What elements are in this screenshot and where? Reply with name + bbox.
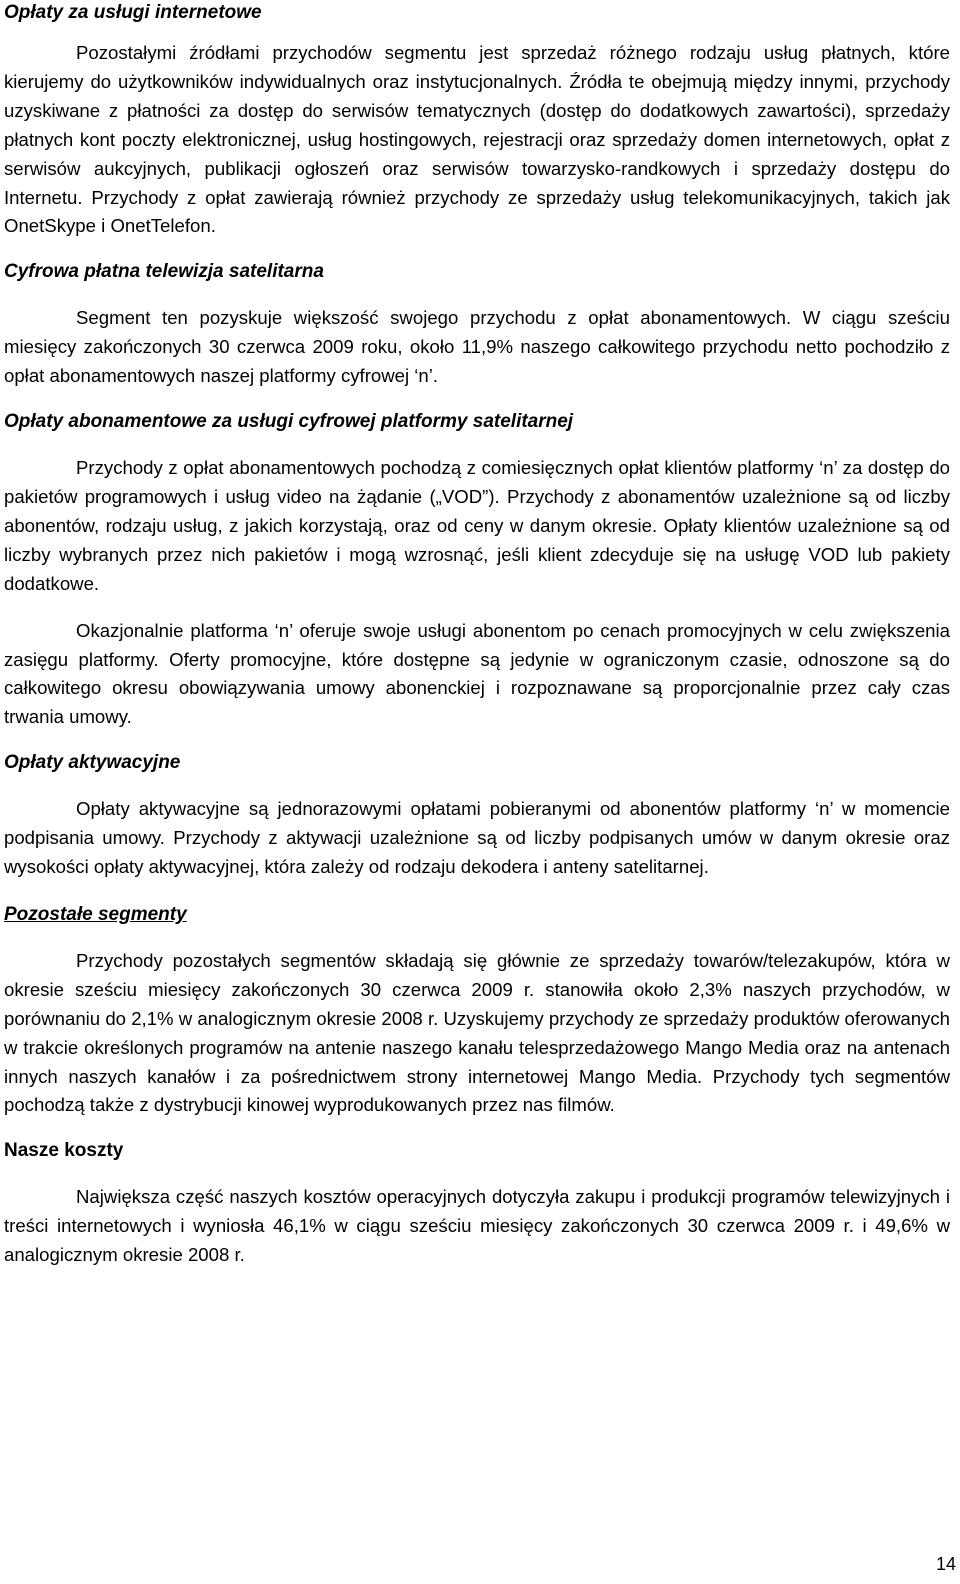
paragraph-activation-fees: Opłaty aktywacyjne są jednorazowymi opłatami pobieranymi od abonentów platformy ‘n’ w momencie podpisania umowy. Przychody z aktywacji uzależnione są od liczby podpisanych umów w danym okresie oraz wysokości opłaty aktywacyjnej, która zależy od rodzaju dekodera i anteny satelitarnej. <box>4 798 950 878</box>
paragraph-internet-fees: Pozostałymi źródłami przychodów segmentu jest sprzedaż różnego rodzaju usług płatnych, które kierujemy do użytkowników indywidualnych oraz instytucjonalnych. Źródła te obejmują między innymi, przychody uzyskiwane z płatności za dostęp do serwisów tematycznych (dostęp do dodatkowych zawartości), sprzedaży płatnych kont poczty elektronicznej, usług hostingowych, rejestracji oraz sprzedaży domen internetowych, opłat z serwisów aukcyjnych, publikacji ogłoszeń oraz serwisów towarzysko-randkowych i sprzedaży dostępu do Internetu. Przychody z opłat zawierają również przychody ze sprzedaży usług telekomunikacyjnych, takich jak OnetSkype i OnetTelefon. <box>4 42 950 237</box>
heading-internet-fees: Opłaty za usługi internetowe <box>4 2 262 23</box>
heading-our-costs: Nasze koszty <box>4 1140 124 1162</box>
heading-digital-pay-tv: Cyfrowa płatna telewizja satelitarna <box>4 261 324 283</box>
paragraph-subscription-fees-2: Okazjonalnie platforma ‘n’ oferuje swoje usługi abonentom po cenach promocyjnych w celu zwiększenia zasięgu platformy. Oferty promocyjne, które dostępne są jedynie w ograniczonym czasie, odnoszone są do całkowitego okresu obowiązywania umowy abonenckiej i rozpoznawane są proporcjonalnie przez cały czas trwania umowy. <box>4 619 950 728</box>
paragraph-digital-pay-tv: Segment ten pozyskuje większość swojego przychodu z opłat abonamentowych. W ciągu sześciu miesięcy zakończonych 30 czerwca 2009 roku, około 11,9% naszego całkowitego przychodu netto pochodziło z opłat abonamentowych naszej platformy cyfrowej ‘n’. <box>4 307 950 387</box>
heading-other-segments: Pozostałe segmenty <box>4 903 187 925</box>
page-number: 14 <box>935 1554 956 1574</box>
heading-subscription-fees: Opłaty abonamentowe za usługi cyfrowej platformy satelitarnej <box>4 411 574 433</box>
paragraph-our-costs: Największa część naszych kosztów operacyjnych dotyczyła zakupu i produkcji programów telewizyjnych i treści internetowych i wyniosła 46,1% w ciągu sześciu miesięcy zakończonych 30 czerwca 2009 r. i 49,6% w analogicznym okresie 2008 r. <box>4 1186 950 1266</box>
heading-activation-fees: Opłaty aktywacyjne <box>4 752 181 774</box>
paragraph-subscription-fees-1: Przychody z opłat abonamentowych pochodzą z comiesięcznych opłat klientów platformy ‘n’ za dostęp do pakietów programowych i usług video na żądanie („VOD”). Przychody z abonamentów uzależnione są od liczby abonentów, rodzaju usług, z jakich korzystają, oraz od ceny w danym okresie. Opłaty klientów uzależnione są od liczby wybranych przez nich pakietów i mogą wzrosnąć, jeśli klient zdecyduje się na usługę VOD lub pakiety dodatkowe. <box>4 457 950 594</box>
paragraph-other-segments: Przychody pozostałych segmentów składają się głównie ze sprzedaży towarów/telezakupów, która w okresie sześciu miesięcy zakończonych 30 czerwca 2009 r. stanowiła około 2,3% naszych przychodów, w porównaniu do 2,1% w analogicznym okresie 2008 r. Uzyskujemy przychody ze sprzedaży produktów oferowanych w trakcie określonych programów na antenie naszego kanału telesprzedażowego Mango Media oraz na antenach innych naszych kanałów i za pośrednictwem strony internetowej Mango Media. Przychody tych segmentów pochodzą także z dystrybucji kinowej wyprodukowanych przez nas filmów. <box>4 949 950 1116</box>
